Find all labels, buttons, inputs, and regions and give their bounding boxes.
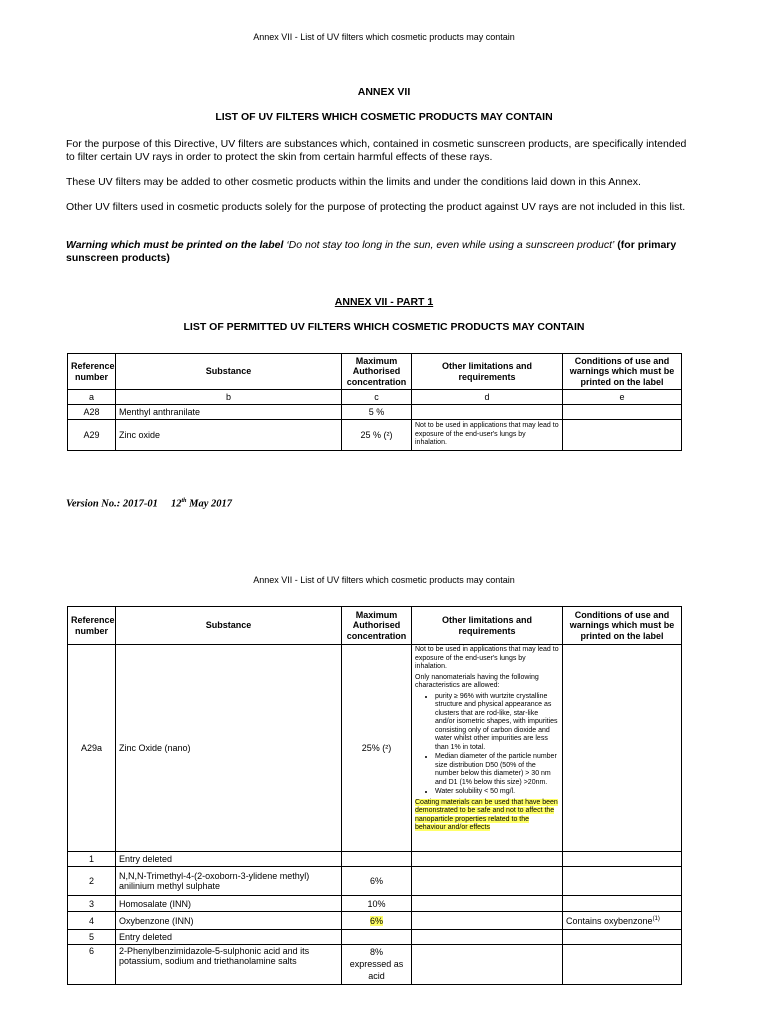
column-letter: c xyxy=(342,390,412,405)
row-substance: Homosalate (INN) xyxy=(116,896,342,912)
warning-tail: (for primary sunscreen products) xyxy=(66,239,677,264)
uv-filters-table-continued xyxy=(67,606,682,985)
limits-paragraph: These UV filters may be added to other cosmetic products within the limits and under the conditions laid down in this Annex. xyxy=(66,176,641,188)
header-conditions: Conditions of use and warnings which must be printed on the label xyxy=(563,607,682,645)
row-other xyxy=(412,852,563,867)
row-other xyxy=(412,930,563,945)
oxybenzone-warning: Contains oxybenzone xyxy=(566,915,653,926)
row-substance: Entry deleted xyxy=(116,930,342,945)
header-max-concentration: Maximum Authorised concentration xyxy=(342,607,412,645)
row-other xyxy=(412,867,563,896)
list-item: • Water solubility < 50 mg/l. xyxy=(435,788,559,797)
row-max-concentration: 25 % (²) xyxy=(342,420,412,451)
row-substance: Oxybenzone (INN) xyxy=(116,912,342,930)
page-header-2: Annex VII - List of UV filters which cosmetic products may contain xyxy=(253,575,515,585)
column-letter: e xyxy=(563,390,682,405)
row-conditions xyxy=(563,945,682,985)
row-conditions xyxy=(563,930,682,945)
list-item: • purity ≥ 96% with wurtzite crystalline structure and physical appearance as clusters that are rod-like, star-like and/or isometric shapes, with impurities consisting only of carbon dioxide and water whilst other impurities are less than 1% in total. xyxy=(435,693,559,753)
table-row xyxy=(68,405,682,420)
row-reference: A28 xyxy=(68,405,116,420)
warning-quote: ‘Do not stay too long in the sun, even while using a sunscreen product’ xyxy=(286,239,615,251)
header-other-limitations: Other limitations and requirements xyxy=(412,354,563,390)
row-conditions xyxy=(563,896,682,912)
row-other: Not to be used in applications that may lead to exposure of the end-user's lungs by inhalation. xyxy=(412,420,563,451)
part1-list-title: LIST OF PERMITTED UV FILTERS WHICH COSMETIC PRODUCTS MAY CONTAIN xyxy=(183,321,585,333)
version-date-suffix: th xyxy=(181,498,187,504)
row-reference: 4 xyxy=(68,912,116,930)
table-row xyxy=(68,912,682,930)
column-letter: a xyxy=(68,390,116,405)
row-max-concentration: 6% xyxy=(342,867,412,896)
footnote-marker: (1) xyxy=(652,915,660,922)
row-reference: 3 xyxy=(68,896,116,912)
table-row xyxy=(68,930,682,945)
table-header-row xyxy=(68,607,682,645)
label-warning xyxy=(66,239,696,264)
coating-note-highlight: Coating materials can be used that have been demonstrated to be safe and not to affect the nanoparticle properties related to the behaviour and/or effects xyxy=(415,798,558,831)
header-conditions: Conditions of use and warnings which must be printed on the label xyxy=(563,354,682,390)
row-reference: A29a xyxy=(68,645,116,852)
row-max-concentration: 5 % xyxy=(342,405,412,420)
row-max-concentration: 25% (²) xyxy=(342,645,412,852)
header-other-limitations: Other limitations and requirements xyxy=(412,607,563,645)
row-max-concentration xyxy=(342,945,412,985)
nano-characteristics-intro: Only nanomaterials having the following characteristics are allowed: xyxy=(415,673,539,689)
list-item: • Median diameter of the particle number size distribution D50 (50% of the number below this diameter) > 30 nm and D1 (1% below this size) >20nm. xyxy=(435,753,559,787)
row-reference: A29 xyxy=(68,420,116,451)
table-row xyxy=(68,896,682,912)
table-letters-row xyxy=(68,390,682,405)
uv-filters-table-part1 xyxy=(67,353,682,451)
column-letter: d xyxy=(412,390,563,405)
row-max-concentration: 10% xyxy=(342,896,412,912)
header-reference-number: Reference number xyxy=(68,354,116,390)
row-substance: Entry deleted xyxy=(116,852,342,867)
row-other xyxy=(412,945,563,985)
row-conditions xyxy=(563,420,682,451)
table-row xyxy=(68,852,682,867)
table-row xyxy=(68,867,682,896)
nano-characteristics-list xyxy=(425,693,559,797)
row-max-concentration xyxy=(342,930,412,945)
oxybenzone-max-highlight: 6% xyxy=(369,915,383,926)
row-other xyxy=(412,912,563,930)
exclusion-paragraph: Other UV filters used in cosmetic products solely for the purpose of protecting the product against UV rays are not included in this list. xyxy=(66,201,686,213)
intro-paragraph: For the purpose of this Directive, UV filters are substances which, contained in cosmetic sunscreen products, are specifically intended to filter certain UV rays in order to protect the skin from certain harmful effects of these rays. xyxy=(66,138,687,163)
row-max-concentration xyxy=(342,852,412,867)
version-date-day: 12 xyxy=(171,498,182,510)
row-max-concentration xyxy=(342,912,412,930)
header-reference-number: Reference number xyxy=(68,607,116,645)
part1-title: ANNEX VII - PART 1 xyxy=(334,296,434,308)
row-conditions xyxy=(563,405,682,420)
table-header-row xyxy=(68,354,682,390)
page-header: Annex VII - List of UV filters which cosmetic products may contain xyxy=(253,32,515,42)
row-substance: Zinc oxide xyxy=(116,420,342,451)
table-row xyxy=(68,645,682,852)
row-substance: 2-Phenylbenzimidazole-5-sulphonic acid and its potassium, sodium and triethanolamine salts xyxy=(116,945,342,985)
table-row xyxy=(68,420,682,451)
row-reference: 2 xyxy=(68,867,116,896)
max-percentage: 8% xyxy=(369,947,383,957)
row-reference: 6 xyxy=(68,945,116,985)
row-reference: 1 xyxy=(68,852,116,867)
header-max-concentration: Maximum Authorised concentration xyxy=(342,354,412,390)
row-substance: Zinc Oxide (nano) xyxy=(116,645,342,852)
header-substance: Substance xyxy=(116,607,342,645)
row-other xyxy=(412,896,563,912)
version-footer xyxy=(66,498,232,510)
version-date-rest: May 2017 xyxy=(186,498,233,510)
row-reference: 5 xyxy=(68,930,116,945)
row-substance: Menthyl anthranilate xyxy=(116,405,342,420)
version-number: Version No.: 2017-01 xyxy=(66,498,158,510)
row-conditions xyxy=(563,645,682,852)
warning-lead: Warning which must be printed on the label xyxy=(66,239,284,251)
max-expressed-as: expressed as acid xyxy=(349,959,404,981)
annex-title: ANNEX VII xyxy=(357,86,411,98)
table-row xyxy=(68,945,682,985)
row-other xyxy=(412,405,563,420)
row-conditions xyxy=(563,852,682,867)
row-other xyxy=(412,645,563,852)
row-conditions xyxy=(563,912,682,930)
nano-inhalation-note: Not to be used in applications that may lead to exposure of the end-user's lungs by inhalation. xyxy=(415,646,559,670)
row-substance: N,N,N-Trimethyl-4-(2-oxoborn-3-ylidene methyl) anilinium methyl sulphate xyxy=(116,867,342,896)
header-substance: Substance xyxy=(116,354,342,390)
list-title: LIST OF UV FILTERS WHICH COSMETIC PRODUCTS MAY CONTAIN xyxy=(215,111,553,123)
row-conditions xyxy=(563,867,682,896)
column-letter: b xyxy=(116,390,342,405)
